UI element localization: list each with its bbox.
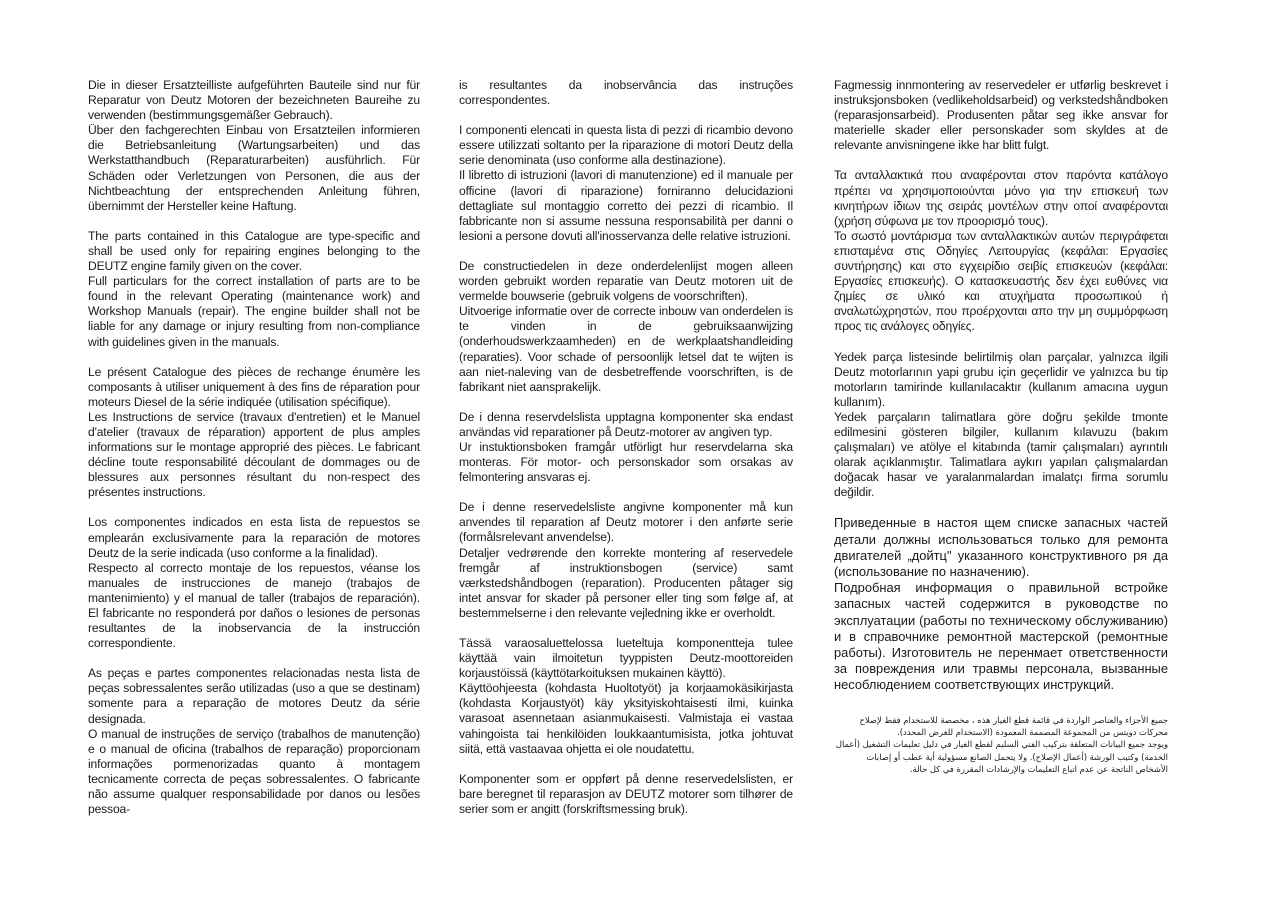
paragraph: is resultantes da inobservância das instruções correspondentes. bbox=[459, 78, 793, 108]
paragraph: Подробная информация о правильной встройке запасных частей содержится в руководстве по эксплуатации (работы по техническому обслуживанию) и в справочнике ремонтной мастерской (ремонтные работы). Изготовитель не перенмает ответственности за повреждения или травмы персонала, вызванные несоблюдением соответствующих инструкций. bbox=[834, 580, 1168, 693]
norwegian-notice-continued bbox=[834, 78, 1168, 153]
portuguese-notice bbox=[88, 666, 420, 817]
paragraph: Die in dieser Ersatzteilliste aufgeführten Bauteile sind nur für Reparatur von Deutz Motoren der bezeichneten Baureihe zu verwenden (bestimmungsgemäßer Gebrauch). bbox=[88, 78, 420, 123]
paragraph: Приведенные в настоя щем списке запасных частей детали должны использоваться только для ремонта двигателей „дойтц" указанного конструктивного ря да (использование по назначению). bbox=[834, 515, 1168, 580]
finnish-notice bbox=[459, 636, 793, 757]
paragraph: The parts contained in this Catalogue are type-specific and shall be used only for repairing engines belonging to the DEUTZ engine family given on the cover. bbox=[88, 228, 420, 274]
paragraph: Käyttöohjeesta (kohdasta Huoltotyöt) ja korjaamokäsikirjasta (kohdasta Korjaustyöt) käy yksityiskohtaisesti ilmi, kuinka varasoat asennetaan asianmukaisesti. Valmistaja ei vastaa vahingoista tai henkilöiden loukkaantumisista, jotka johtuvat siitä, että vastaavaa ohjetta ei ole noudatettu. bbox=[459, 681, 793, 756]
paragraph: Il libretto di istruzioni (lavori di manutenzione) ed il manuale per officine (lavori di riparazione) forniranno delucidazioni dettagliate sul montaggio corretto dei pezzi di ricambio. Il fabbricante non si assume nessuna responsabilità per danni o lesioni a persone dovuti all'inosservanza delle relative istruzioni. bbox=[459, 168, 793, 243]
paragraph: O manual de instruções de serviço (trabalhos de manutenção) e o manual de oficina (trabalhos de reparação) proporcionam informações pormenorizadas quanto à montagem tecnicamente correcta de peças sobressalentes. O fabricante não assume qualquer responsabilidade por danos ou lesões pessoa- bbox=[88, 726, 420, 817]
greek-notice bbox=[834, 168, 1168, 334]
paragraph: Τα ανταλλακτικά που αναφέρονται στον παρόντα κατάλογο πρέπει να χρησιμοποιούνται μόνο για την επισκευή των κινητήρων ίδιων της σειράς μοντέλων στην οποί αναφέρονται (χρήση σύφωνα με τον προορισμό τους). bbox=[834, 168, 1168, 228]
paragraph: Fagmessig innmontering av reservedeler er utførlig beskrevet i instruksjonsboken (vedlikeholdsarbeid) og verkstedshåndboken (reparasjonsarbeid). Produsenten påtar seg ikke ansvar for materielle skader eller personskader som skyldes at de relevante anvisningene ikke har blitt fulgt. bbox=[834, 78, 1168, 153]
portuguese-notice-continued bbox=[459, 78, 793, 108]
column-1 bbox=[88, 78, 420, 832]
norwegian-notice bbox=[459, 772, 793, 817]
paragraph: Το σωστό μοντάρισμα των ανταλλακτικών αυτών περιγράφεται επισταμένα στις Οδηγίες Λειτουργίας (κεφάλαι: Εργασίες συντήρησης) και στο εγχειρίδιο σειβίς επισκευών (κεφάλαι: Εργασίες επισκευής). Ο κατασκευαστής δεν έχει ευθύνες νια ζημίες σε υλικό και ατυχήματα προσωπικού ή αναλωτώχρηστών, που προέρχονται απο την μη συμμόρφωση προς τις ανάλογες οδηγίες. bbox=[834, 228, 1168, 334]
french-notice bbox=[88, 365, 420, 501]
column-2 bbox=[459, 78, 793, 832]
paragraph: Komponenter som er oppført på denne reservedelslisten, er bare beregnet til reparasjon av DEUTZ motorer som tilhører de serier som er angitt (forskriftsmessing bruk). bbox=[459, 771, 793, 816]
german-notice bbox=[88, 78, 420, 214]
paragraph: Les Instructions de service (travaux d'entretien) et le Manuel d'atelier (travaux de réparation) apportent de plus amples informations sur le montage approprié des pièces. Le fabricant décline toute responsabilité découlant de dommages ou de blessures aux personnes résultant du non-respect des présentes instructions. bbox=[88, 409, 420, 500]
paragraph: Uitvoerige informatie over de correcte inbouw van onderdelen is te vinden in de gebruiksaanwijzing (onderhoudswerkzaamheden) en de werkplaatshandleiding (reparaties). Voor schade of persoonlijk letsel dat te wijten is aan niet-naleving van de desbetreffende voorschriften, is de fabrikant niet aansprakelijk. bbox=[459, 304, 793, 394]
swedish-notice bbox=[459, 410, 793, 485]
column-3 bbox=[834, 78, 1168, 790]
arabic-notice bbox=[834, 714, 1168, 775]
italian-notice bbox=[459, 123, 793, 244]
english-notice bbox=[88, 229, 420, 350]
paragraph: Full particulars for the correct installation of parts are to be found in the relevant Operating (maintenance work) and Workshop Manuals (repair). The engine builder shall not be liable for any damage or injury resulting from non-compliance with guidelines given in the manuals. bbox=[88, 274, 420, 349]
paragraph: Ur instuktionsboken framgår utförligt hur reservdelarna ska monteras. För motor- och personskador som orsakas av felmontering ansvaras ej. bbox=[459, 439, 793, 485]
paragraph: De i denna reservdelslista upptagna komponenter ska endast användas vid reparationer på Deutz-motorer av angiven typ. bbox=[459, 409, 793, 439]
paragraph: Respecto al correcto montaje de los repuestos, véanse los manuales de instrucciones de manejo (trabajos de mantenimiento) y el manual de taller (trabajos de reparación). El fabricante no responderá por daños o lesiones de personas resultantes de la inobservancia de la instrucción correspondiente. bbox=[88, 560, 420, 651]
paragraph: ويوجد جميع البيانات المتعلقة بتركيب الفني السليم لقطع الغيار في دليل تعليمات التشغيل (أعمال الخدمة) وكتيب الورشة (أعمال الإصلاح). ولا يتحمل الصانع مسؤولية أية عطب أو إصابات الأشخاص الناتجة عن عدم اتباع التعليمات والإرشادات المقررة في كل حالة. bbox=[835, 739, 1168, 774]
spanish-notice bbox=[88, 515, 420, 651]
paragraph: Tässä varaosaluettelossa lueteltuja komponentteja tulee käyttää vain ilmoitetun tyyppisten Deutz-moottoreiden korjaustöissä (käyttötarkoituksen mukainen käyttö). bbox=[459, 636, 793, 681]
paragraph: Los componentes indicados en esta lista de repuestos se emplearán exclusivamente para la reparación de motores Deutz de la serie indicada (uso conforme a la finalidad). bbox=[88, 515, 420, 560]
dutch-notice bbox=[459, 259, 793, 395]
paragraph: Le présent Catalogue des pièces de rechange énumère les composants à utiliser uniquement à des fins de réparation pour moteurs Diesel de la série indiquée (utilisation spécifique). bbox=[88, 364, 420, 409]
paragraph: Über den fachgerechten Einbau von Ersatzteilen informieren die Betriebsanleitung (Wartungsarbeiten) und das Werkstatthandbuch (Reparaturarbeiten) ausführlich. Für Schäden oder Verletzungen von Personen, die aus der Nichtbeachtung der entsprechenden Anleitung führen, übernimmt der Hersteller keine Haftung. bbox=[88, 123, 420, 213]
russian-notice bbox=[834, 515, 1168, 693]
paragraph: Detaljer vedrørende den korrekte montering af reservedele fremgår af instruktionsbogen (service) samt værkstedshåndbogen (reparation). Producenten påtager sig intet ansvar for skader på personer eller ting som følge af, at bestemmelserne i den relevante vejledning ikke er overholdt. bbox=[459, 545, 793, 620]
turkish-notice bbox=[834, 350, 1168, 501]
paragraph: As peças e partes componentes relacionadas nesta lista de peças sobressalentes serão utilizadas (uso a que se destinam) somente para a reparação de motores Deutz da série designada. bbox=[88, 666, 420, 726]
paragraph: Yedek parçaların talimatlara göre doğru şekilde tmonte edilmesini gösteren bilgiler, kullanım kılavuzu (bakım çalışmaları) ve atölye el kitabında (tamir çalışmaları) ayrıntılı olarak açıklanmıştır. Talimatlara aykırı yapılan çalışmalardan doğacak hasar ve yaralanmalardan imalatçı firma sorumlu değildir. bbox=[834, 409, 1168, 500]
paragraph: Yedek parça listesinde belirtilmiş olan parçalar, yalnızca ilgili Deutz motorlarının yapi grubu için geçerlidir ve yalnızca bu tip motorların tamirinde kullanılacaktır (kullanım amacına uygun kullanım). bbox=[834, 349, 1168, 409]
paragraph: جميع الأجزاء والعناصر الواردة في قائمة قطع الغيار هذه ، مخصصة للاستخدام فقط لإصلاح محركات دويتس من المجموعة المصممة المعمودة (الاستخدام للغرض المحدد). bbox=[859, 714, 1168, 737]
paragraph: De i denne reservedelsliste angivne komponenter må kun anvendes til reparation af Deutz motorer i den anførte serie (formålsrelevant anvendelse). bbox=[459, 500, 793, 545]
paragraph: De constructiedelen in deze onderdelenlijst mogen alleen worden gebruikt worden reparatie van Deutz motoren uit de vermelde bouwserie (gebruik volgens de voorschriften). bbox=[459, 258, 793, 304]
paragraph: I componenti elencati in questa lista di pezzi di ricambio devono essere utilizzati soltanto per la riparazione di motori Deutz della serie denominata (uso conforme alla destinazione). bbox=[459, 123, 793, 168]
danish-notice bbox=[459, 500, 793, 621]
